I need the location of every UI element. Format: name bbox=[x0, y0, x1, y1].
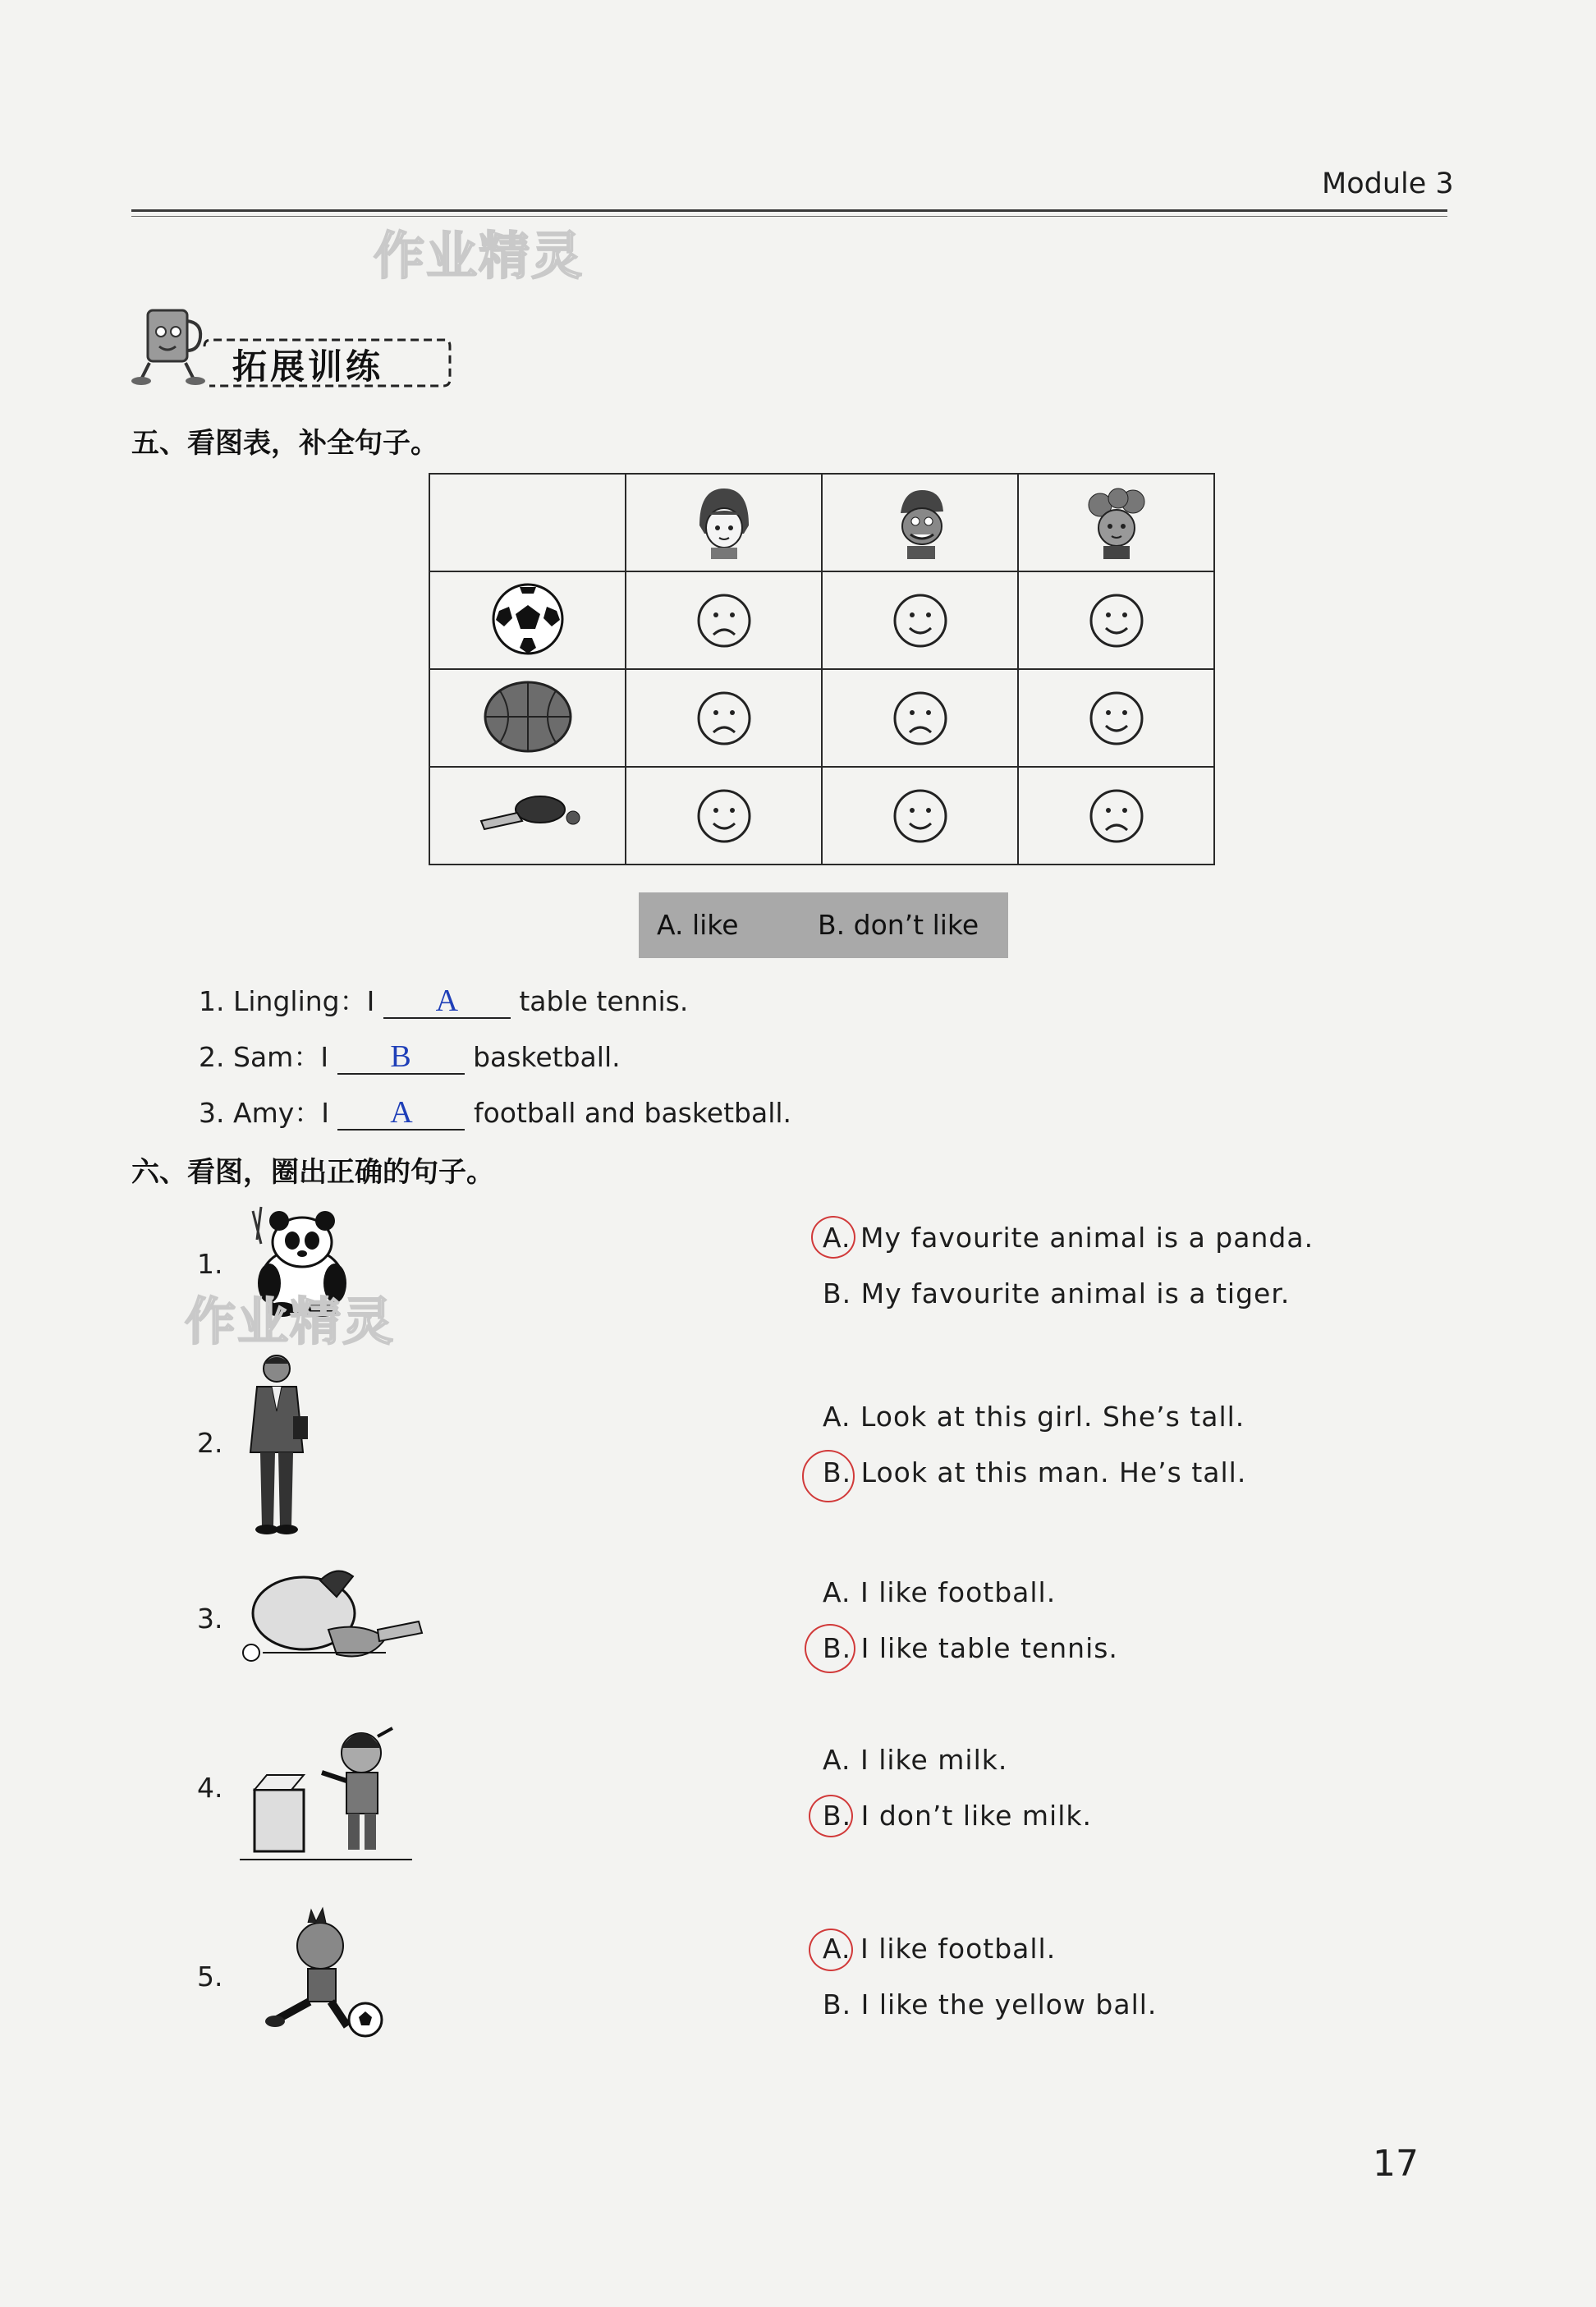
option-a[interactable] bbox=[823, 1933, 1056, 1965]
table-row-football bbox=[429, 571, 1214, 669]
option-a[interactable] bbox=[823, 1576, 1056, 1608]
mascot-cup-icon bbox=[131, 300, 205, 391]
option-text: I like football. bbox=[860, 1933, 1057, 1965]
option-text: I like table tennis. bbox=[860, 1632, 1118, 1664]
item-number: 3. bbox=[197, 1603, 223, 1635]
option-a[interactable] bbox=[823, 1401, 1245, 1433]
option-b[interactable] bbox=[823, 1632, 1118, 1664]
question-number: 2. bbox=[199, 1041, 225, 1073]
happy-face-icon bbox=[1018, 669, 1214, 767]
table-tennis-paddles-icon bbox=[238, 1564, 435, 1674]
football-icon bbox=[429, 571, 626, 669]
watermark: 作业精灵 bbox=[185, 1291, 396, 1351]
tall-man-icon bbox=[242, 1351, 316, 1543]
option-b[interactable] bbox=[823, 1277, 1290, 1309]
sad-face-icon bbox=[626, 571, 822, 669]
question-rest: football and basketball. bbox=[473, 1097, 792, 1129]
boy-sam-icon bbox=[822, 474, 1018, 571]
sad-face-icon bbox=[626, 669, 822, 767]
girl-lingling-icon bbox=[626, 474, 822, 571]
option-letter: B. bbox=[823, 1456, 852, 1488]
question-speaker: Sam：I bbox=[233, 1041, 329, 1073]
item-number: 2. bbox=[197, 1427, 223, 1459]
option-text: I like football. bbox=[860, 1576, 1057, 1608]
happy-face-icon bbox=[1018, 571, 1214, 669]
preference-table bbox=[429, 473, 1215, 865]
item-number: 5. bbox=[197, 1961, 223, 1993]
option-letter: B. bbox=[823, 1988, 852, 2020]
header-rule-thin bbox=[131, 216, 1447, 217]
option-b-label: B. don’t like bbox=[818, 909, 979, 941]
question-5-2 bbox=[199, 1036, 621, 1075]
option-text: I like the yellow ball. bbox=[860, 1988, 1158, 2020]
option-text: Look at this man. He’s tall. bbox=[860, 1456, 1247, 1488]
option-letter: A. bbox=[823, 1933, 851, 1965]
option-b[interactable] bbox=[823, 1456, 1246, 1488]
option-text: My favourite animal is a panda. bbox=[860, 1222, 1314, 1254]
question-5-3 bbox=[199, 1092, 791, 1131]
option-letter: A. bbox=[823, 1744, 851, 1776]
option-text: My favourite animal is a tiger. bbox=[860, 1277, 1291, 1309]
option-text: Look at this girl. She’s tall. bbox=[860, 1401, 1245, 1433]
option-b[interactable] bbox=[823, 1800, 1092, 1832]
table-corner-cell bbox=[429, 474, 626, 571]
happy-face-icon bbox=[822, 571, 1018, 669]
table-row-basketball bbox=[429, 669, 1214, 767]
option-text: I like milk. bbox=[860, 1744, 1008, 1776]
table-header-row bbox=[429, 474, 1214, 571]
section-5-title: 五、看图表，补全句子。 bbox=[131, 427, 438, 460]
question-rest: basketball. bbox=[473, 1041, 621, 1073]
option-text: I don’t like milk. bbox=[860, 1800, 1092, 1832]
answer-options-box bbox=[639, 892, 1008, 958]
module-label: Module 3 bbox=[1322, 167, 1454, 200]
option-a[interactable] bbox=[823, 1222, 1314, 1254]
answer-blank[interactable]: A bbox=[337, 1096, 465, 1131]
header-rule bbox=[131, 209, 1447, 212]
question-number: 3. bbox=[199, 1097, 225, 1129]
item-number: 4. bbox=[197, 1772, 223, 1804]
option-letter: B. bbox=[823, 1800, 852, 1832]
girl-amy-icon bbox=[1018, 474, 1214, 571]
option-a[interactable] bbox=[823, 1744, 1007, 1776]
table-row-table-tennis bbox=[429, 767, 1214, 865]
option-letter: B. bbox=[823, 1277, 852, 1309]
question-number: 1. bbox=[199, 985, 225, 1017]
question-speaker: Lingling：I bbox=[233, 985, 375, 1017]
option-letter: A. bbox=[823, 1222, 851, 1254]
page-number: 17 bbox=[1373, 2143, 1419, 2185]
option-b[interactable] bbox=[823, 1988, 1157, 2020]
question-speaker: Amy：I bbox=[233, 1097, 329, 1129]
answer-blank[interactable]: A bbox=[383, 984, 511, 1019]
answer-blank[interactable]: B bbox=[337, 1040, 465, 1075]
question-rest: table tennis. bbox=[519, 985, 689, 1017]
question-5-1 bbox=[199, 980, 688, 1019]
basketball-icon bbox=[429, 669, 626, 767]
option-letter: A. bbox=[823, 1401, 851, 1433]
table-tennis-icon bbox=[429, 767, 626, 865]
option-letter: A. bbox=[823, 1576, 851, 1608]
section-6-title: 六、看图，圈出正确的句子。 bbox=[131, 1156, 494, 1189]
girl-refusing-milk-icon bbox=[238, 1712, 419, 1871]
sad-face-icon bbox=[1018, 767, 1214, 865]
sad-face-icon bbox=[822, 669, 1018, 767]
happy-face-icon bbox=[822, 767, 1018, 865]
watermark: 作业精灵 bbox=[374, 226, 585, 286]
option-a-label: A. like bbox=[657, 909, 739, 941]
item-number: 1. bbox=[197, 1248, 223, 1280]
banner-title: 拓展训练 bbox=[232, 346, 384, 387]
happy-face-icon bbox=[626, 767, 822, 865]
boy-kicking-ball-icon bbox=[242, 1905, 390, 2048]
option-letter: B. bbox=[823, 1632, 852, 1664]
